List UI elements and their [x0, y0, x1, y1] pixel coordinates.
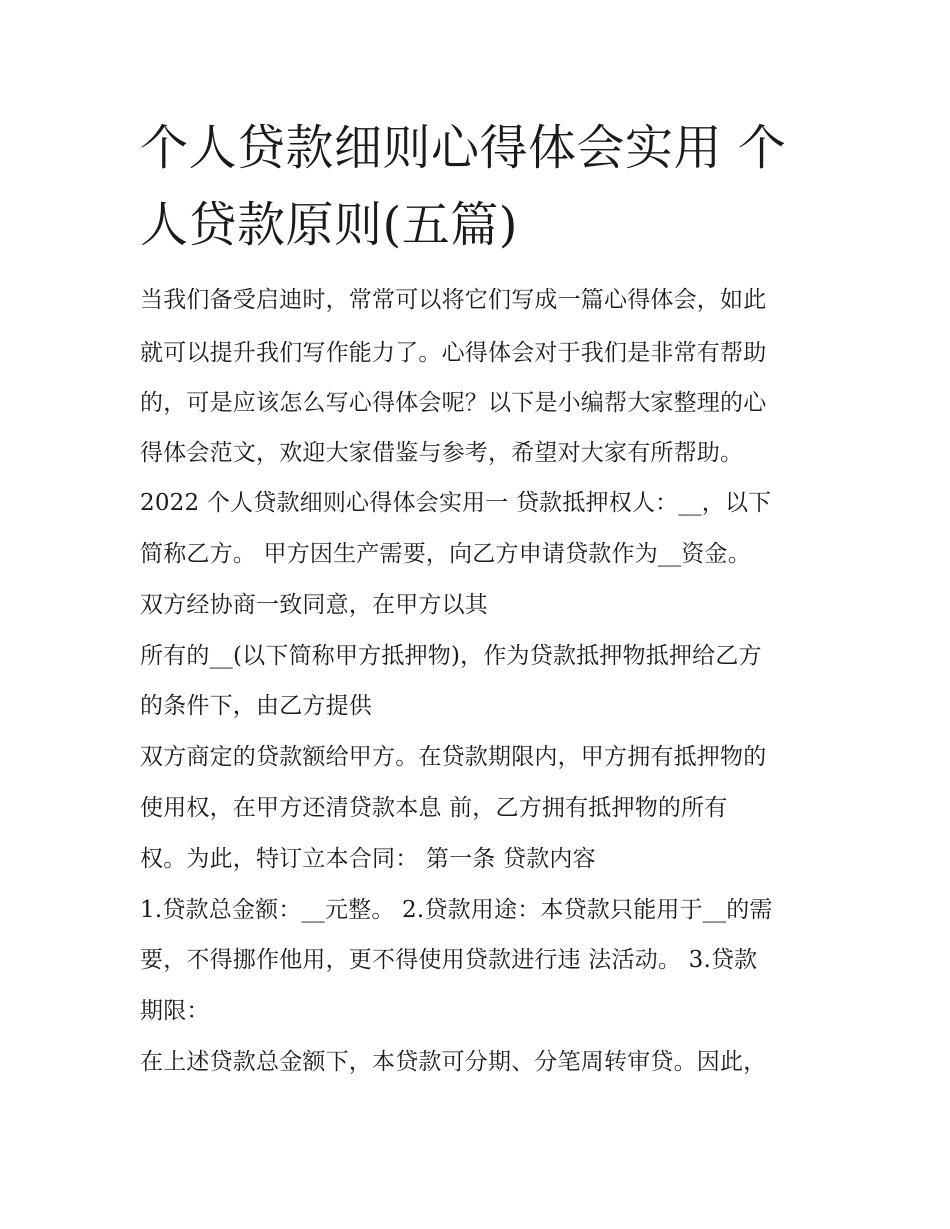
- body-line: 1.贷款总金额：__元整。 2.贷款用途：本贷款只能用于__的需: [140, 897, 773, 923]
- body-line: 当我们备受启迪时，常常可以将它们写成一篇心得体会，如此: [140, 287, 767, 313]
- body-line: 2022 个人贷款细则心得体会实用一 贷款抵押权人：__，以下: [140, 490, 772, 516]
- body-line: 简称乙方。 甲方因生产需要，向乙方申请贷款作为__资金。: [140, 541, 751, 567]
- body-line: 要，不得挪作他用，更不得使用贷款进行违 法活动。 3.贷款: [140, 947, 758, 973]
- body-line: 使用权，在甲方还清贷款本息 前，乙方拥有抵押物的所有: [140, 795, 728, 821]
- body-line: 得体会范文，欢迎大家借鉴与参考，希望对大家有所帮助。: [140, 440, 744, 466]
- body-line: 权。为此，特订立本合同： 第一条 贷款内容: [140, 846, 596, 872]
- body-line: 就可以提升我们写作能力了。心得体会对于我们是非常有帮助: [140, 340, 767, 366]
- body-line: 的，可是应该怎么写心得体会呢？以下是小编帮大家整理的心: [140, 390, 767, 416]
- body-line: 双方经协商一致同意，在甲方以其: [140, 592, 488, 618]
- document-title-line-1: 个人贷款细则心得体会实用 个: [140, 120, 787, 176]
- body-line: 期限：: [140, 998, 210, 1024]
- document-title-line-2: 人贷款原则(五篇): [140, 197, 518, 253]
- body-line: 的条件下，由乙方提供: [140, 693, 372, 719]
- body-line: 双方商定的贷款额给甲方。在贷款期限内，甲方拥有抵押物的: [140, 744, 767, 770]
- body-line: 在上述贷款总金额下，本贷款可分期、分笔周转审贷。因此，: [140, 1049, 767, 1075]
- body-line: 所有的__(以下简称甲方抵押物)，作为贷款抵押物抵押给乙方: [140, 643, 762, 669]
